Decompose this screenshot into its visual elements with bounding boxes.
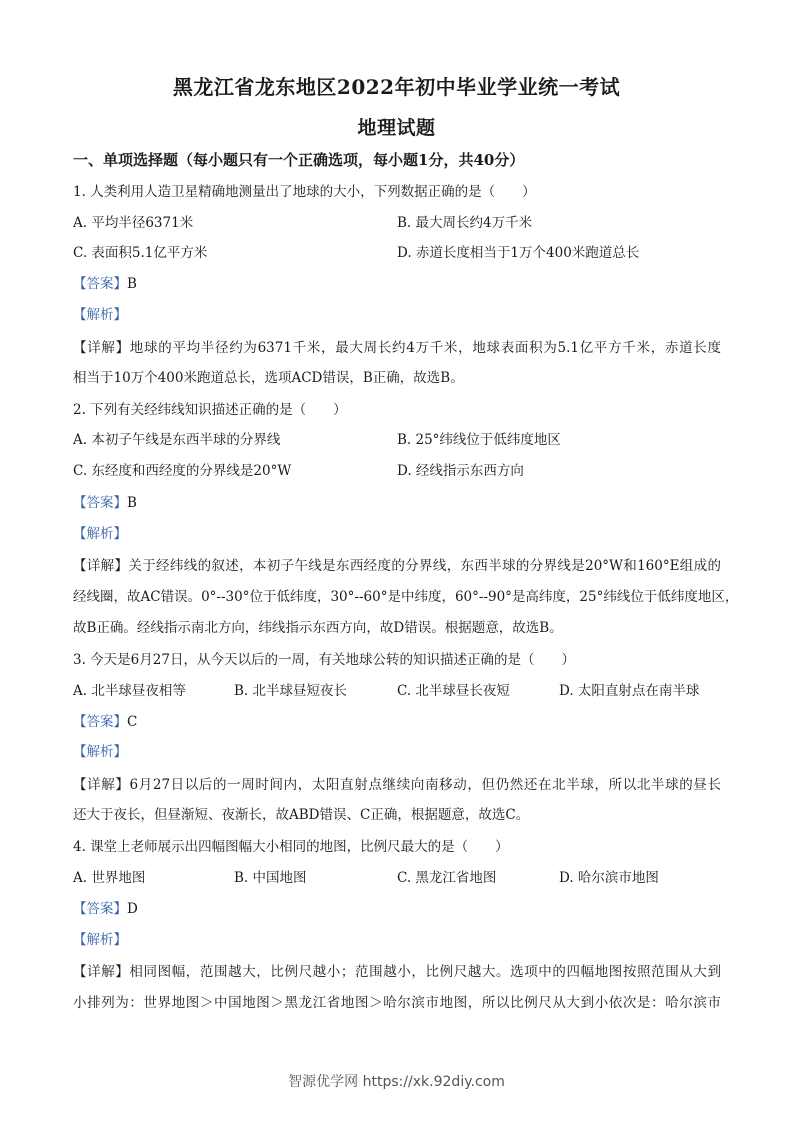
q2-answer [73,493,137,513]
q2-option-c: C. 东经度和西经度的分界线是20°W [73,463,292,479]
section-heading: 一、单项选择题（每小题只有一个正确选项，每小题1分，共40分） [73,151,525,169]
q2-analysis-label: 【解析】 [73,526,127,542]
exam-subtitle: 地理试题 [357,117,436,139]
q2-stem: 2. 下列有关经纬线知识描述正确的是（ ） [73,402,347,418]
q3-stem: 3. 今天是6月27日，从今天以后的一周，有关地球公转的知识描述正确的是（ ） [73,652,575,668]
q1-stem: 1. 人类利用人造卫星精确地测量出了地球的大小，下列数据正确的是（ ） [73,184,536,200]
q1-option-b: B. 最大周长约4万千米 [397,215,533,231]
q3-answer [73,712,137,732]
q3-answer-value: C [127,714,138,730]
q1-detail-line1: 【详解】地球的平均半径约为6371千米，最大周长约4万千米，地球表面积为5.1亿平方千米，赤道长度 [73,340,721,356]
q1-option-d: D. 赤道长度相当于1万个400米跑道总长 [397,245,640,261]
q3-detail-line1: 【详解】6月27日以后的一周时间内，太阳直射点继续向南移动，但仍然还在北半球，所以北半球的昼长 [73,777,721,793]
q4-detail-line2: 小排列为：世界地图＞中国地图＞黑龙江省地图＞哈尔滨市地图，所以比例尺从大到小依次是：哈尔滨市 [73,995,721,1011]
q3-detail-line2: 还大于夜长，但昼渐短、夜渐长，故ABD错误、C正确，根据题意，故选C。 [73,807,530,823]
answer-label: 【答案】 [73,495,127,511]
q3-option-b: B. 北半球昼短夜长 [234,683,348,699]
q3-option-a: A. 北半球昼夜相等 [73,683,186,699]
site-footer-watermark: 智源优学网 https://xk.92diy.com [288,1074,505,1090]
q2-option-a: A. 本初子午线是东西半球的分界线 [73,432,281,448]
q4-detail-line1: 【详解】相同图幅，范围越大，比例尺越小；范围越小，比例尺越大。选项中的四幅地图按照范围从大到 [73,964,721,980]
q1-detail-line2: 相当于10万个400米跑道总长，选项ACD错误，B正确，故选B。 [73,370,464,386]
q4-stem: 4. 课堂上老师展示出四幅图幅大小相同的地图，比例尺最大的是（ ） [73,839,509,855]
exam-title: 黑龙江省龙东地区2022年初中毕业学业统一考试 [172,75,621,99]
q2-detail-line2: 经线圈，故AC错误。0°--30°位于低纬度，30°--60°是中纬度，60°--90°是高纬度，25°纬线位于低纬度地区， [73,589,739,605]
q1-answer-value: B [127,276,137,292]
q3-option-c: C. 北半球昼长夜短 [397,683,510,699]
q3-analysis-label: 【解析】 [73,744,127,760]
answer-label: 【答案】 [73,276,127,292]
q2-detail-line1: 【详解】关于经纬线的叙述，本初子午线是东西经度的分界线，东西半球的分界线是20°W和160°E组成的 [73,558,721,574]
q1-option-a: A. 平均半径6371米 [73,215,194,231]
answer-label: 【答案】 [73,901,127,917]
q4-answer [73,899,138,919]
q4-analysis-label: 【解析】 [73,932,127,948]
q1-answer [73,274,137,294]
q2-answer-value: B [127,495,137,511]
q2-detail-line3: 故B正确。经线指示南北方向，纬线指示东西方向，故D错误。根据题意，故选B。 [73,620,563,636]
answer-label: 【答案】 [73,714,127,730]
q1-analysis-label: 【解析】 [73,307,127,323]
q1-option-c: C. 表面积5.1亿平方米 [73,245,208,261]
q4-option-b: B. 中国地图 [234,870,307,886]
q2-option-d: D. 经线指示东西方向 [397,463,524,479]
q4-option-c: C. 黑龙江省地图 [397,870,497,886]
q4-answer-value: D [127,901,138,917]
q4-option-d: D. 哈尔滨市地图 [559,870,659,886]
q3-option-d: D. 太阳直射点在南半球 [559,683,700,699]
q2-option-b: B. 25°纬线位于低纬度地区 [397,432,561,448]
q4-option-a: A. 世界地图 [73,870,146,886]
